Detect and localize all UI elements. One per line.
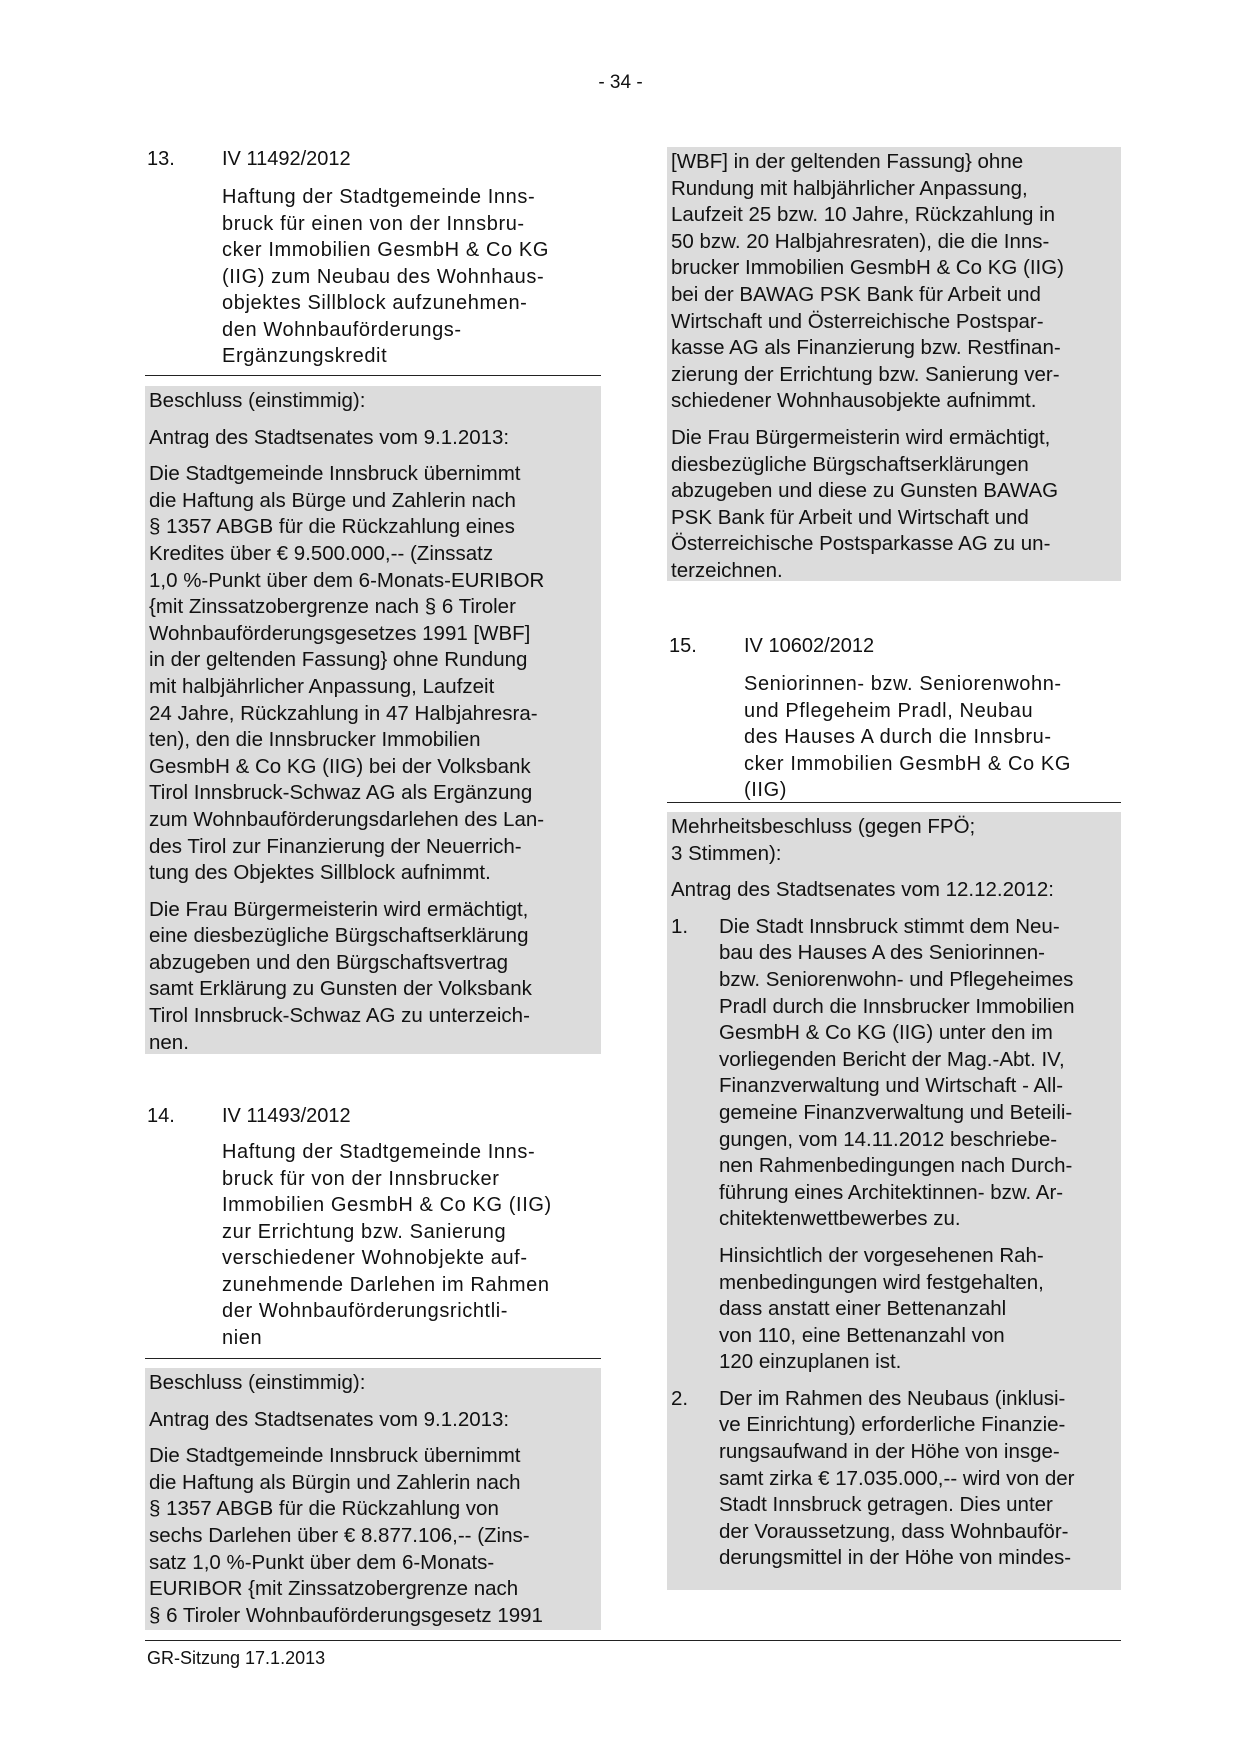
text-line: gemeine Finanzverwaltung und Beteili-: [719, 1100, 1073, 1124]
text-line: der Wohnbauförderungsrichtli-: [222, 1300, 509, 1322]
text-line: nien: [222, 1326, 263, 1349]
text-line: Die Frau Bürgermeisterin wird ermächtigt,: [149, 897, 529, 921]
text-line: Laufzeit 25 bzw. 10 Jahre, Rückzahlung in: [671, 203, 1056, 227]
text-line: 1,0 %-Punkt über dem 6-Monats-EURIBOR: [149, 568, 545, 592]
text-line: Seniorinnen- bzw. Seniorenwohn-: [744, 673, 1062, 695]
text-line: samt zirka € 17.035.000,-- wird von der: [719, 1466, 1075, 1490]
text-line: abzugeben und den Bürgschaftsvertrag: [149, 950, 509, 974]
item-14-reference: IV 11493/2012: [222, 1105, 351, 1127]
item-15-resolution-box: [667, 812, 1121, 1590]
text-line: zur Errichtung bzw. Sanierung: [222, 1220, 507, 1243]
paragraph: [719, 1386, 1117, 1572]
text-line: menbedingungen wird festgehalten,: [719, 1270, 1044, 1294]
item-15-number: 15.: [669, 635, 697, 657]
text-line: sechs Darlehen über € 8.877.106,-- (Zins-: [149, 1523, 530, 1547]
text-line: zierung der Errichtung bzw. Sanierung ver-: [671, 362, 1060, 386]
text-line: tung des Objektes Sillblock aufnimmt.: [149, 861, 491, 885]
text-line: chitektenwettbewerbes zu.: [719, 1207, 961, 1231]
item-13-resolution-box: [145, 386, 601, 1054]
item-15-reference: IV 10602/2012: [744, 635, 875, 657]
text-line: des Tirol zur Finanzierung der Neuerrich-: [149, 834, 522, 858]
text-line: Die Frau Bürgermeisterin wird ermächtigt,: [671, 425, 1051, 449]
text-line: EURIBOR {mit Zinssatzobergrenze nach: [149, 1577, 519, 1601]
text-line: Tirol Innsbruck-Schwaz AG als Ergänzung: [149, 781, 533, 805]
item-15-title: [744, 671, 1071, 804]
list-item: [671, 1386, 1117, 1572]
text-line: zunehmende Darlehen im Rahmen: [222, 1273, 550, 1296]
text-line: mit halbjährlicher Anpassung, Laufzeit: [149, 674, 495, 698]
text-line: in der geltenden Fassung} ohne Rundung: [149, 648, 528, 672]
text-line: 3 Stimmen):: [671, 841, 782, 865]
text-line: Rundung mit halbjährlicher Anpassung,: [671, 176, 1028, 200]
paragraph: [719, 914, 1117, 1233]
text-line: Finanzverwaltung und Wirtschaft - All-: [719, 1074, 1064, 1098]
text-line: bau des Hauses A des Seniorinnen-: [719, 941, 1045, 965]
footer-rule: [145, 1640, 1121, 1641]
item-13-title: [222, 184, 549, 370]
text-line: Hinsichtlich der vorgesehenen Rah-: [719, 1243, 1044, 1267]
paragraph: [719, 1243, 1117, 1376]
text-line: Österreichische Postsparkasse AG zu un-: [671, 532, 1051, 556]
text-line: bruck für einen von der Innsbru-: [222, 212, 525, 235]
text-line: ten), den die Innsbrucker Immobilien: [149, 728, 481, 752]
paragraph: [149, 388, 597, 415]
item-14-number: 14.: [147, 1105, 175, 1127]
text-line: 50 bzw. 20 Halbjahresraten), die die Inns-: [671, 229, 1050, 253]
list-item: [671, 914, 1117, 1376]
paragraph: [149, 461, 597, 887]
text-line: objektes Sillblock aufzunehmen-: [222, 292, 528, 314]
text-line: Mehrheitsbeschluss (gegen FPÖ;: [671, 815, 976, 838]
text-line: der Voraussetzung, dass Wohnbauför-: [719, 1519, 1069, 1543]
text-line: Der im Rahmen des Neubaus (inklusi-: [719, 1386, 1066, 1410]
text-line: Die Stadtgemeinde Innsbruck übernimmt: [149, 1444, 521, 1468]
item-15-paragraphs: [671, 814, 1117, 904]
text-line: [WBF] in der geltenden Fassung} ohne: [671, 150, 1024, 173]
text-line: § 6 Tiroler Wohnbauförderungsgesetz 1991: [149, 1603, 543, 1627]
item-14-title: [222, 1139, 552, 1351]
text-line: cker Immobilien GesmbH & Co KG: [744, 752, 1071, 775]
text-line: Beschluss (einstimmig):: [149, 1371, 366, 1394]
text-line: 120 einzuplanen ist.: [719, 1350, 902, 1374]
paragraph: [671, 425, 1117, 585]
text-line: bzw. Seniorenwohn- und Pflegeheimes: [719, 967, 1074, 991]
item-13-heading: [147, 146, 602, 376]
text-line: des Hauses A durch die Innsbru-: [744, 726, 1052, 748]
text-line: (IIG): [744, 779, 787, 801]
text-line: ve Einrichtung) erforderliche Finanzie-: [719, 1413, 1066, 1437]
paragraph: [149, 1407, 597, 1434]
text-line: derungsmittel in der Höhe von mindes-: [719, 1546, 1072, 1570]
text-line: verschiedener Wohnobjekte auf-: [222, 1247, 528, 1269]
text-line: Beschluss (einstimmig):: [149, 389, 366, 412]
text-line: gungen, vom 14.11.2012 beschriebe-: [719, 1127, 1058, 1151]
text-line: {mit Zinssatzobergrenze nach § 6 Tiroler: [149, 595, 516, 619]
text-line: Die Stadt Innsbruck stimmt dem Neu-: [719, 914, 1060, 938]
page-number: - 34 -: [598, 72, 643, 93]
text-line: Tirol Innsbruck-Schwaz AG zu unterzeich-: [149, 1004, 530, 1028]
text-line: führung eines Architektinnen- bzw. Ar-: [719, 1180, 1064, 1204]
item-15-rule: [667, 802, 1121, 803]
text-line: den Wohnbauförderungs-: [222, 318, 462, 341]
text-line: brucker Immobilien GesmbH & Co KG (IIG): [671, 256, 1065, 280]
text-line: rungsaufwand in der Höhe von insge-: [719, 1440, 1060, 1464]
text-line: vorliegenden Bericht der Mag.-Abt. IV,: [719, 1047, 1065, 1071]
item-14-resolution-box: [145, 1368, 601, 1630]
paragraph: [149, 1443, 597, 1629]
text-line: GesmbH & Co KG (IIG) bei der Volksbank: [149, 754, 531, 778]
item-13-number: 13.: [147, 148, 175, 170]
text-line: 24 Jahre, Rückzahlung in 47 Halbjahresra-: [149, 701, 538, 725]
text-line: Kredites über € 9.500.000,-- (Zinssatz: [149, 541, 494, 565]
paragraph: [149, 1370, 597, 1397]
text-line: Haftung der Stadtgemeinde Inns-: [222, 1141, 536, 1163]
paragraph: [149, 897, 597, 1057]
text-line: eine diesbezügliche Bürgschaftserklärung: [149, 924, 529, 948]
list-marker: 2.: [671, 1386, 689, 1410]
text-line: Wohnbauförderungsgesetzes 1991 [WBF]: [149, 621, 531, 645]
paragraph: [671, 814, 1117, 867]
item-15-heading: [669, 633, 1123, 803]
text-line: abzugeben und diese zu Gunsten BAWAG: [671, 479, 1059, 503]
item-14-heading: [147, 1103, 602, 1353]
item-15-list: [671, 914, 1117, 1572]
item-13-rule: [145, 375, 601, 376]
text-line: nen.: [149, 1030, 189, 1054]
text-line: Pradl durch die Innsbrucker Immobilien: [719, 994, 1075, 1018]
text-line: (IIG) zum Neubau des Wohnhaus-: [222, 265, 545, 288]
item-14-continuation-box: [667, 147, 1121, 581]
item-14-rule: [145, 1358, 601, 1359]
paragraph: [149, 425, 597, 452]
text-line: bruck für von der Innsbrucker: [222, 1167, 500, 1190]
text-line: von 110, eine Bettenanzahl von: [719, 1323, 1005, 1347]
item-13-reference: IV 11492/2012: [222, 148, 351, 170]
text-line: Wirtschaft und Österreichische Postspar-: [671, 309, 1044, 333]
text-line: § 1357 ABGB für die Rückzahlung von: [149, 1497, 499, 1521]
text-line: und Pflegeheim Pradl, Neubau: [744, 699, 1034, 722]
text-line: terzeichnen.: [671, 558, 783, 582]
footer-session-label: GR-Sitzung 17.1.2013: [147, 1648, 326, 1668]
text-line: die Haftung als Bürgin und Zahlerin nach: [149, 1470, 521, 1494]
text-line: Stadt Innsbruck getragen. Dies unter: [719, 1493, 1053, 1517]
text-line: Ergänzungskredit: [222, 345, 388, 367]
text-line: diesbezügliche Bürgschaftserklärungen: [671, 452, 1029, 476]
text-line: Die Stadtgemeinde Innsbruck übernimmt: [149, 462, 521, 486]
text-line: dass anstatt einer Bettenanzahl: [719, 1297, 1007, 1321]
text-line: Haftung der Stadtgemeinde Inns-: [222, 186, 536, 208]
text-line: Immobilien GesmbH & Co KG (IIG): [222, 1194, 552, 1216]
text-line: satz 1,0 %-Punkt über dem 6-Monats-: [149, 1550, 495, 1574]
list-marker: 1.: [671, 914, 689, 938]
text-line: die Haftung als Bürge und Zahlerin nach: [149, 488, 516, 512]
text-line: GesmbH & Co KG (IIG) unter den im: [719, 1021, 1053, 1045]
text-line: cker Immobilien GesmbH & Co KG: [222, 239, 549, 261]
text-line: Antrag des Stadtsenates vom 12.12.2012:: [671, 878, 1054, 902]
text-line: Antrag des Stadtsenates vom 9.1.2013:: [149, 425, 510, 449]
paragraph: [671, 877, 1117, 904]
text-line: kasse AG als Finanzierung bzw. Restfinan-: [671, 336, 1061, 360]
text-line: zum Wohnbauförderungsdarlehen des Lan-: [149, 807, 545, 831]
text-line: § 1357 ABGB für die Rückzahlung eines: [149, 515, 515, 539]
text-line: nen Rahmenbedingungen nach Durch-: [719, 1154, 1073, 1178]
text-line: Antrag des Stadtsenates vom 9.1.2013:: [149, 1407, 510, 1431]
text-line: PSK Bank für Arbeit und Wirtschaft und: [671, 505, 1029, 529]
text-line: samt Erklärung zu Gunsten der Volksbank: [149, 977, 532, 1001]
text-line: schiedener Wohnhausobjekte aufnimmt.: [671, 389, 1037, 413]
paragraph: [671, 149, 1117, 415]
text-line: bei der BAWAG PSK Bank für Arbeit und: [671, 282, 1041, 306]
